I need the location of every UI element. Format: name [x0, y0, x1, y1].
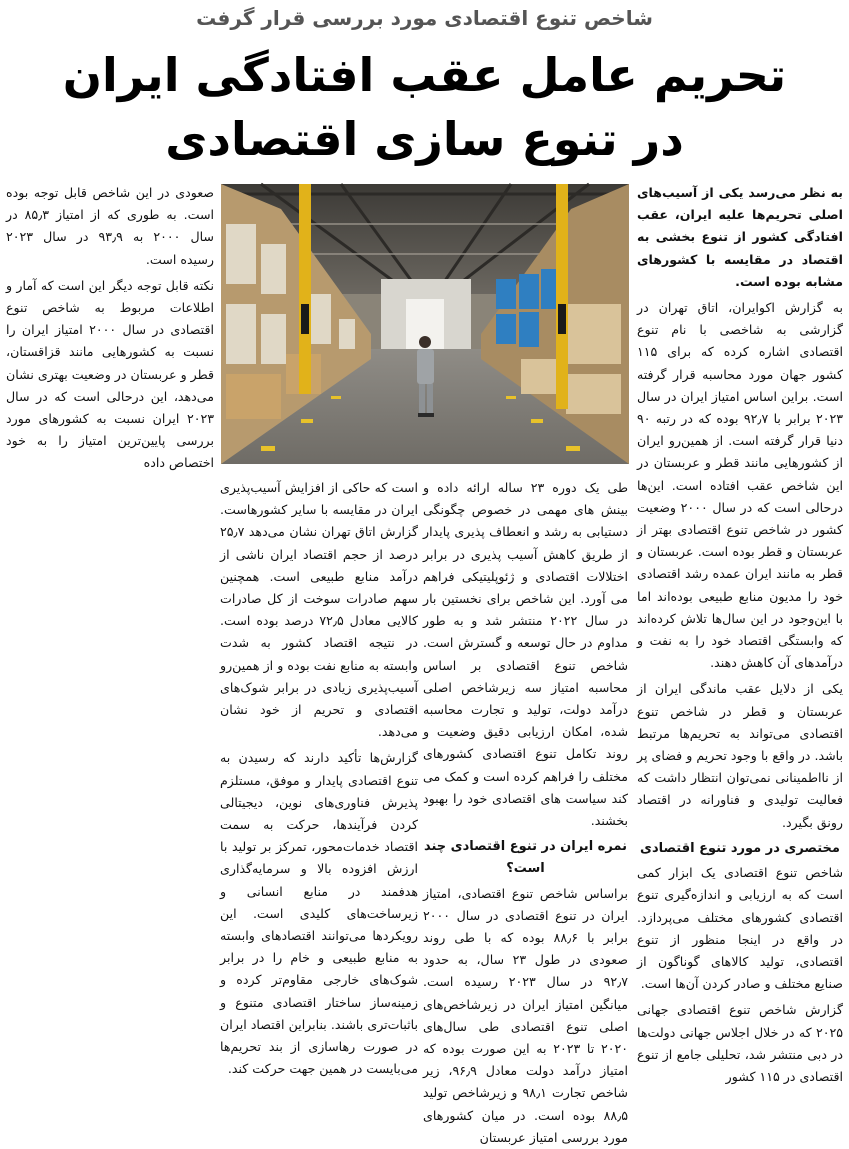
warehouse-photo-image: [221, 184, 629, 464]
paragraph: صعودی در این شاخص قابل توجه بوده است. به طوری که از امتیاز ۸۵٫۳ در سال ۲۰۰۰ به ۹۳٫۹ در سال ۲۰۲۳ رسیده است.: [6, 185, 214, 267]
paragraph: است که حاکی از افزایش آسیب‌پذیری ایران در مقایسه با سایر کشورهاست. گزارش اتاق تهران نشان می‌دهد ۲۵٫۷ درصد از حجم اقتصاد ایران ناشی از درآمد منابع طبیعی است. همچنین سهم صادرات سوخت از کل صادرات کالایی معادل ۷۲٫۵ درصد بوده است. در نتیجه اقتصاد کشور به شدت وابسته به منابع نفت بوده و از همین‌رو آسیب‌پذیری زیادی در برابر شوک‌های اقتصادی و تحریم از خود نشان می‌دهد.: [220, 480, 418, 740]
subheading: مختصری در مورد تنوع اقتصادی: [640, 840, 840, 856]
article-column-middle-2: [220, 477, 418, 1077]
paragraph: گزارش‌ها تأکید دارند که رسیدن به تنوع اقتصادی پایدار و موفق، مستلزم پذیرش فناوری‌های نوین، دیجیتالی کردن فرآیندها، حرکت به سمت اقتصاد خدمات‌محور، تمرکز بر تولید با ارزش افزوده بالا و سرمایه‌گذاری هدفمند در منابع انسانی و زیرساخت‌های کلیدی است. این رویکردها می‌توانند اقتصادهای وابسته به منابع طبیعی و خام را در برابر شوک‌های خارجی مقاوم‌تر کرده و زمینه‌ساز ساختار اقتصادی متنوع و باثبات‌تری باشند. بنابراین اقتصاد ایران در صورت رهاسازی از بند تحریم‌ها می‌بایست در همین جهت حرکت کند.: [220, 750, 418, 1077]
paragraph: براساس شاخص تنوع اقتصادی، امتیاز ایران در تنوع اقتصادی در سال ۲۰۰۰ برابر با ۸۸٫۶ بوده که با طی روند صعودی در طول ۲۳ سال، به حدود ۹۲٫۷ در سال ۲۰۲۳ رسیده است. میانگین امتیاز ایران در زیرشاخص‌های اصلی تنوع اقتصادی طی سال‌های ۲۰۲۰ تا ۲۰۲۳ به این صورت بوده که امتیاز درآمد دولت معادل ۹۶٫۹، زیر شاخص تجارت ۹۸٫۱ و زیرشاخص تولید ۸۸٫۵ بوده است. در میان کشورهای مورد بررسی امتیاز عربستان: [423, 885, 628, 1145]
warehouse-photo: [221, 184, 629, 464]
article-column-right: [637, 182, 844, 1084]
paragraph: به گزارش اکوایران، اتاق تهران در گزارشی به شاخصی با نام تنوع اقتصادی اشاره کرده که برای ۱۱۵ کشور جهان مورد محاسبه قرار گرفته است. براین اساس امتیاز ایران در سال ۲۰۲۳ برابر با ۹۲٫۷ بوده که در رتبه ۹۰ دنیا قرار گرفته است. از همین‌رو ایران از کشورهایی مانند قطر و عربستان در این شاخص عقب افتاده است. این‌ها درحالی است که در سال ۲۰۰۰ وضعیت کشور در شاخص تنوع اقتصادی بهتر از عربستان و قطر بوده است. عربستان و قطر به مانند ایران عمده رشد اقتصادی خود را مدیون منابع طبیعی بوده‌اند اما با این‌وجود در این سال‌ها تلاش کرده‌اند که وابستگی اقتصاد خود را به نفت و درآمدهای آن کاهش دهند.: [637, 300, 844, 671]
article-column-middle-1: [423, 477, 628, 1145]
paragraph: یکی از دلایل عقب ماندگی ایران از عربستان و قطر در شاخص تنوع اقتصادی می‌تواند به تحریم‌ها مرتبط باشد. در واقع با وجود تحریم و فضای پر از نااطمینانی نمی‌توان انتظار داشت که فعالیت تولیدی و فناورانه در اقتصاد رونق بگیرد.: [637, 681, 843, 830]
paragraph: نکته قابل توجه دیگر این است که آمار و اطلاعات مربوط به شاخص تنوع اقتصادی در سال ۲۰۰۰ امتیاز ایران را نسبت به کشورهایی مانند قزاقستان، قطر و عربستان در وضعیت بهتری نشان می‌دهد، این درحالی است که در سال ۲۰۲۳ ایران نسبت به کشورهای مورد بررسی پایین‌ترین امتیاز را به خود اختصاص داده: [6, 277, 214, 471]
subheading: نمره ایران در تنوع اقتصادی چند است؟: [423, 839, 628, 877]
paragraph: طی یک دوره ۲۳ ساله ارائه داده و بینش های مهمی در خصوص چگونگی دستیابی به رشد و انعطاف پذیری پایدار از طریق کاهش آسیب پذیری در برابر اختلالات اقتصادی و ژئوپلیتیکی فراهم می آورد. این شاخص برای نخستین بار در سال ۲۰۲۲ منتشر شد و به طور مداوم در حال توسعه و گسترش است. شاخص تنوع اقتصادی بر اساس محاسبه امتیاز سه زیرشاخص اصلی درآمد دولت، تولید و تجارت محاسبه شده، امکان ارزیابی دقیق وضعیت و روند تکامل تنوع اقتصادی کشورهای مختلف را فراهم کرده است و کمک می کند سیاست های اقتصادی خود را بهبود بخشند.: [423, 480, 628, 829]
paragraph: شاخص تنوع اقتصادی یک ابزار کمی است که به ارزیابی و اندازه‌گیری تنوع اقتصادی کشورهای مختلف می‌پردازد. در واقع در اینجا منظور از تنوع اقتصادی، تولید کالاهای گوناگون از صنایع مختلف و صادر کردن آن‌ها است.: [637, 865, 843, 992]
kicker: شاخص تنوع اقتصادی مورد بررسی قرار گرفت: [196, 6, 653, 30]
paragraph: گزارش شاخص تنوع اقتصادی جهانی ۲۰۲۵ که در خلال اجلاس جهانی دولت‌ها در دبی منتشر شد، تحلیلی جامع از تنوع اقتصادی در ۱۱۵ کشور: [637, 1002, 843, 1084]
headline-line-2: در تنوع سازی اقتصادی: [165, 112, 684, 166]
article-column-left: [6, 182, 214, 978]
lead-paragraph: به نظر می‌رسد یکی از آسیب‌های اصلی تحریم‌ها علیه ایران، عقب افتادگی کشور از تنوع بخشی به اقتصاد در مقایسه با کشورهای مشابه بوده است.: [637, 185, 843, 289]
headline-line-1: تحریم عامل عقب افتادگی ایران: [62, 48, 787, 102]
